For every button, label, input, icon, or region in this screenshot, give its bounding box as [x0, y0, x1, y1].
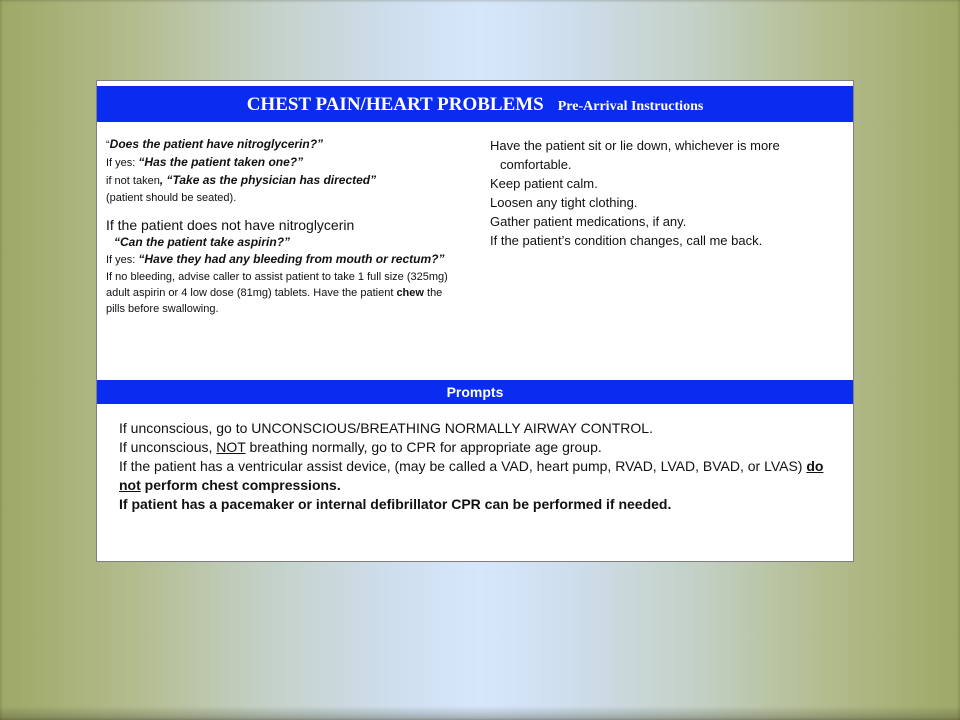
nitro-question: Does the patient have nitroglycerin?”	[109, 137, 324, 151]
right-instructions	[490, 136, 835, 250]
page-subtitle: Pre-Arrival Instructions	[557, 99, 704, 114]
prompts-list	[119, 419, 829, 514]
prompt-text: breathing normally, go to CPR for appropriate age group.	[245, 439, 602, 455]
do-not-emphasis: do not	[119, 458, 824, 493]
prompt-line-2	[119, 438, 829, 457]
chew-emphasis: chew	[396, 287, 424, 299]
aspirin-question: “Can the patient take aspirin?”	[114, 235, 291, 249]
seated-note: (patient should be seated).	[106, 192, 237, 204]
prompt-line-3	[119, 457, 829, 495]
quote-mark: “	[106, 139, 110, 151]
aspirin-advice-end: the pills before swallowing.	[106, 287, 443, 315]
bleeding-question: “Have they had any bleeding from mouth or rectum?”	[138, 252, 445, 266]
instruction-line: Gather patient medications, if any.	[490, 214, 687, 229]
instruction-line: If the patient’s condition changes, call me back.	[490, 233, 763, 248]
instruction-line: Have the patient sit or lie down, whichever is more	[490, 138, 780, 153]
left-instructions	[106, 136, 456, 317]
title-banner	[97, 86, 853, 122]
instruction-line: Keep patient calm.	[490, 176, 598, 191]
prompt-line-4: If patient has a pacemaker or internal defibrillator CPR can be performed if needed.	[119, 496, 672, 512]
yes-label: If yes:	[106, 157, 139, 169]
not-taken-label: if not taken	[106, 175, 160, 187]
taken-question: “Has the patient taken one?”	[138, 155, 304, 169]
yes-label-2: If yes:	[106, 254, 139, 266]
instruction-line: comfortable.	[500, 157, 572, 172]
not-emphasis: NOT	[216, 439, 246, 455]
instruction-card	[96, 80, 854, 562]
prompt-text: If the patient has a ventricular assist device, (may be called a VAD, heart pump, RVAD, LVAD, BVAD, or LVAS)	[119, 458, 807, 474]
prompt-line-1: If unconscious, go to UNCONSCIOUS/BREATHING NORMALLY AIRWAY CONTROL.	[119, 420, 653, 436]
aspirin-advice: If no bleeding, advise caller to assist patient to take 1 full size (325mg) adult aspirin or 4 low dose (81mg) tablets. Have the patient	[106, 271, 448, 299]
prompt-text: perform chest compressions.	[140, 477, 341, 493]
prompt-text: If unconscious,	[119, 439, 217, 455]
page-title: CHEST PAIN/HEART PROBLEMS	[246, 94, 544, 115]
prompts-header: Prompts	[97, 380, 853, 404]
instruction-line: Loosen any tight clothing.	[490, 195, 638, 210]
physician-directive: , “Take as the physician has directed”	[159, 173, 377, 187]
bottom-shadow	[0, 706, 960, 720]
no-nitro-heading: If the patient does not have nitroglycerin	[106, 217, 355, 233]
